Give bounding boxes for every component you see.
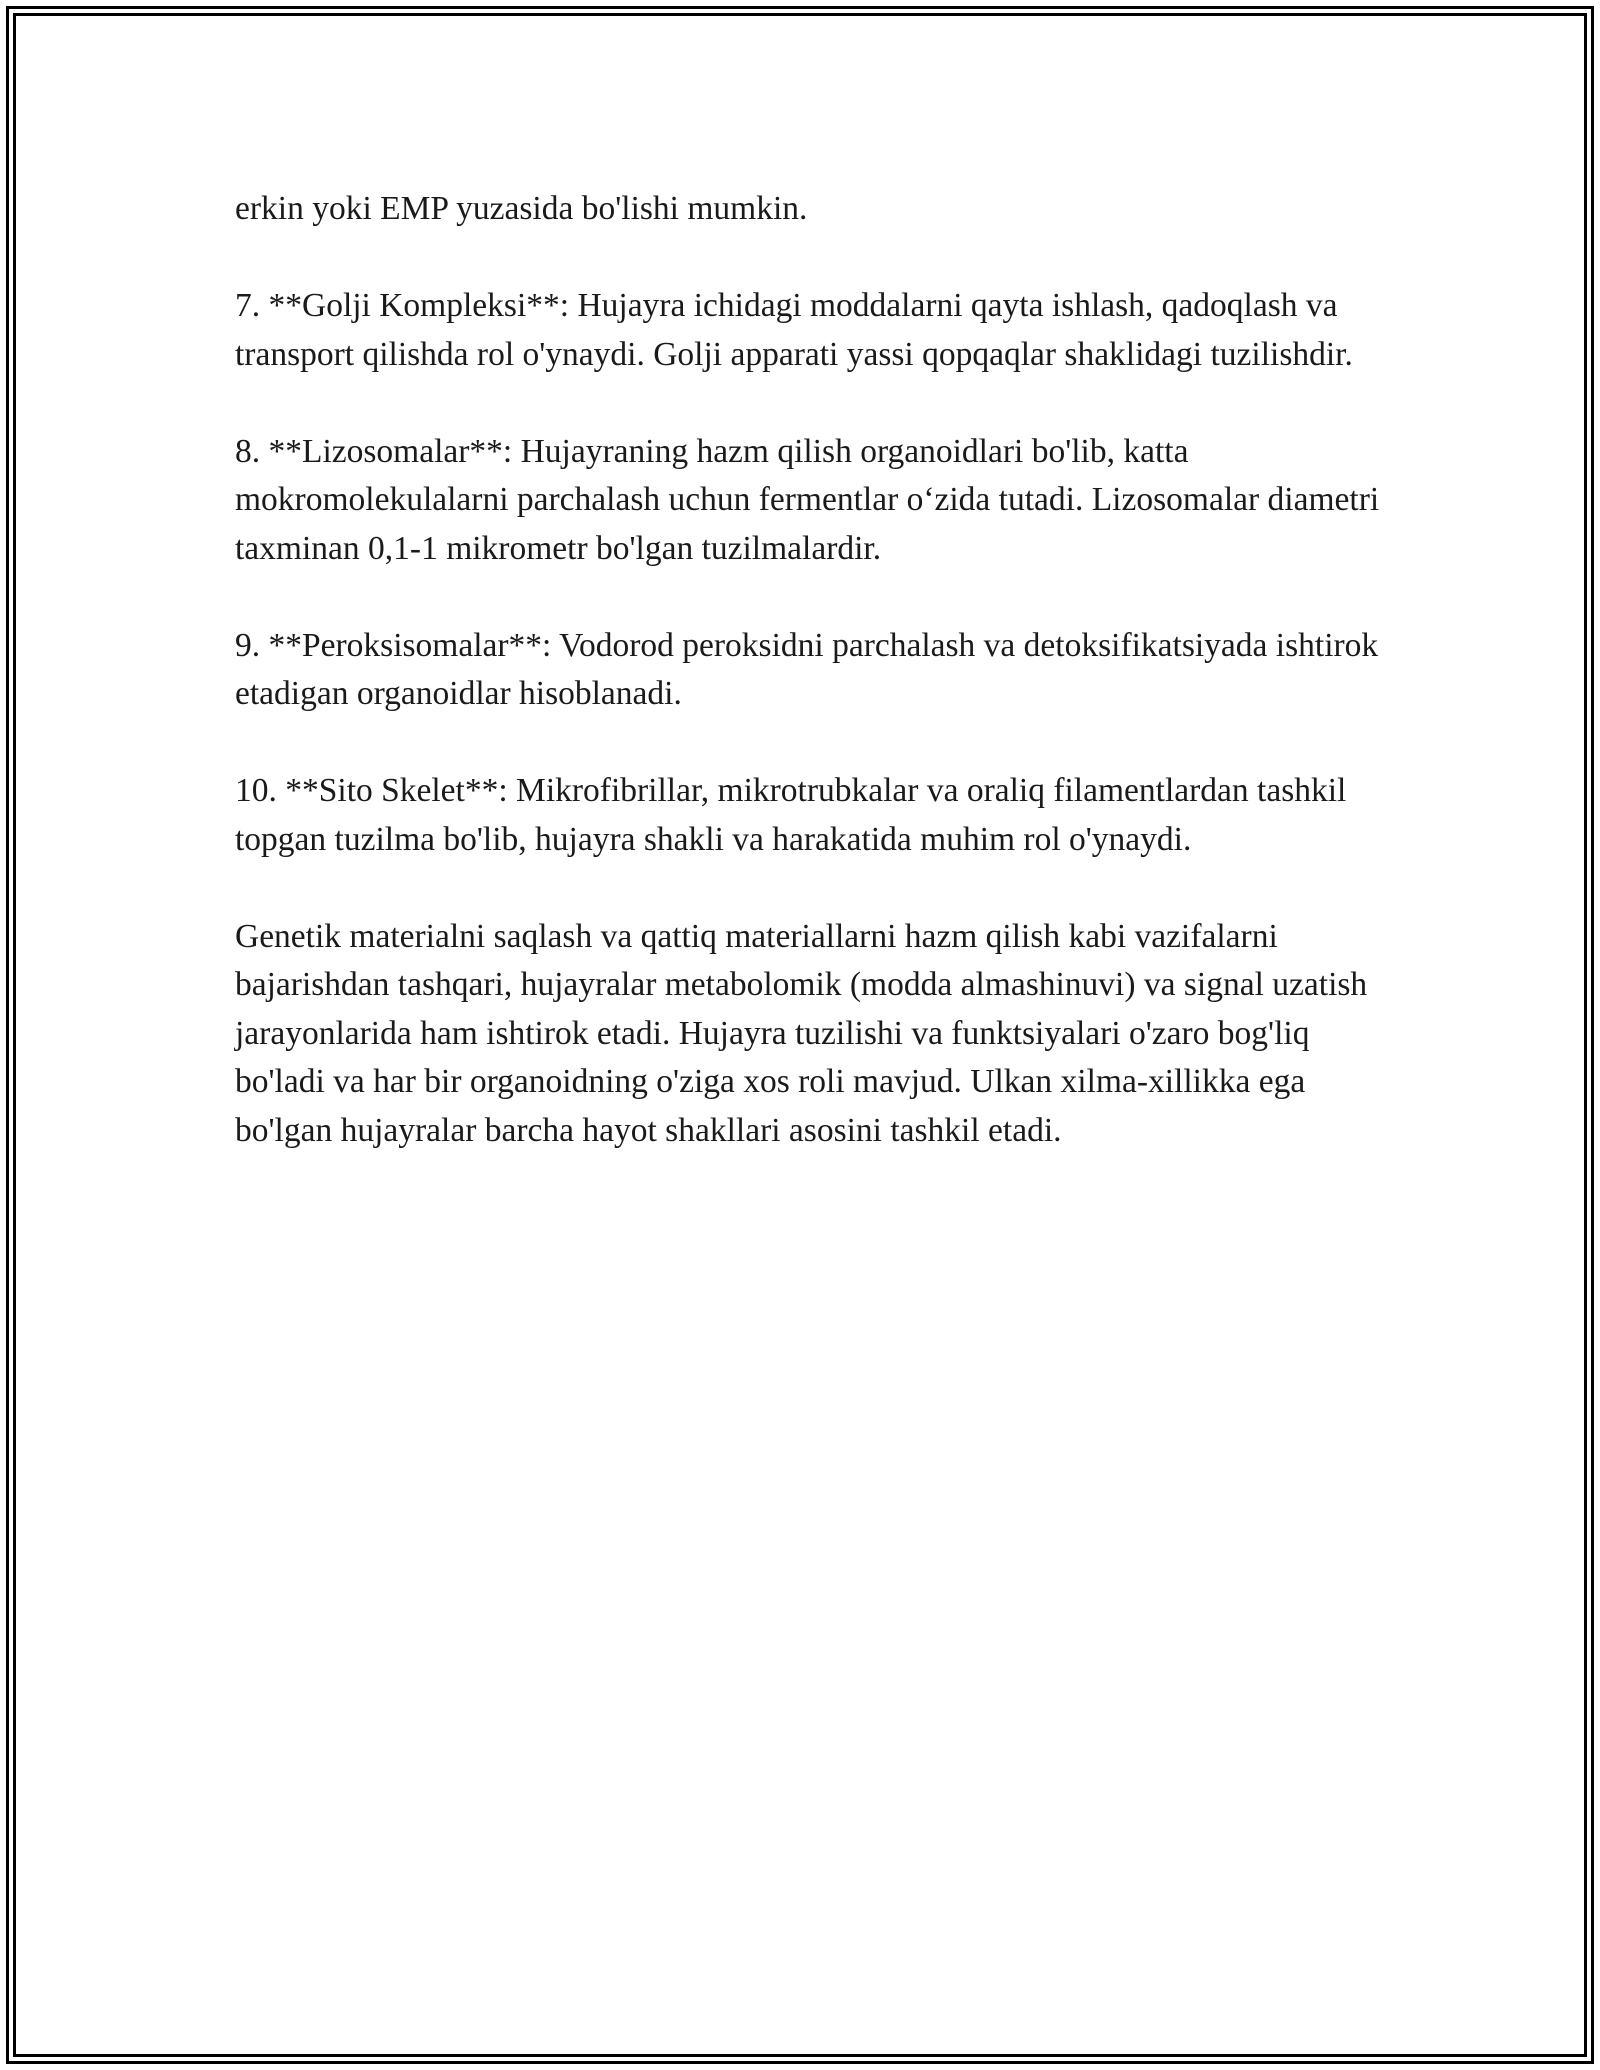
paragraph-lysosomes: 8. **Lizosomalar**: Hujayraning hazm qilish organoidlari bo'lib, katta mokromolekulalarni parchalash uchun fermentlar o‘zida tutadi. Lizosomalar diametri taxminan 0,1-1 mikrometr bo'lgan tuzilmalardir.: [235, 432, 1380, 567]
paragraph-continuation: erkin yoki EMP yuzasida bo'lishi mumkin.: [235, 190, 808, 227]
paragraph-conclusion: Genetik materialni saqlash va qattiq materiallarni hazm qilish kabi vazifalarni bajarishdan tashqari, hujayralar metabolomik (modda almashinuvi) va signal uzatish jarayonlarida ham ishtirok etadi. Hujayra tuzilishi va funktsiyalari o'zaro bog'liq bo'ladi va har bir organoidning o'ziga xos roli mavjud. Ulkan xilma-xillikka ega bo'lgan hujayralar barcha hayot shakllari asosini tashkil etadi.: [235, 917, 1368, 1149]
paragraph-peroxisomes: 9. **Peroksisomalar**: Vodorod peroksidni parchalash va detoksifikatsiyada ishtirok etadigan organoidlar hisoblanadi.: [235, 626, 1379, 712]
paragraph-cytoskeleton: 10. **Sito Skelet**: Mikrofibrillar, mikrotrubkalar va oraliq filamentlardan tashkil topgan tuzilma bo'lib, hujayra shakli va harakatida muhim rol o'ynaydi.: [235, 772, 1347, 858]
document-body: [235, 185, 1385, 1204]
paragraph-golgi-complex: 7. **Golji Kompleksi**: Hujayra ichidagi moddalarni qayta ishlash, qadoqlash va transport qilishda rol o'ynaydi. Golji apparati yassi qopqaqlar shaklidagi tuzilishdir.: [235, 287, 1353, 373]
